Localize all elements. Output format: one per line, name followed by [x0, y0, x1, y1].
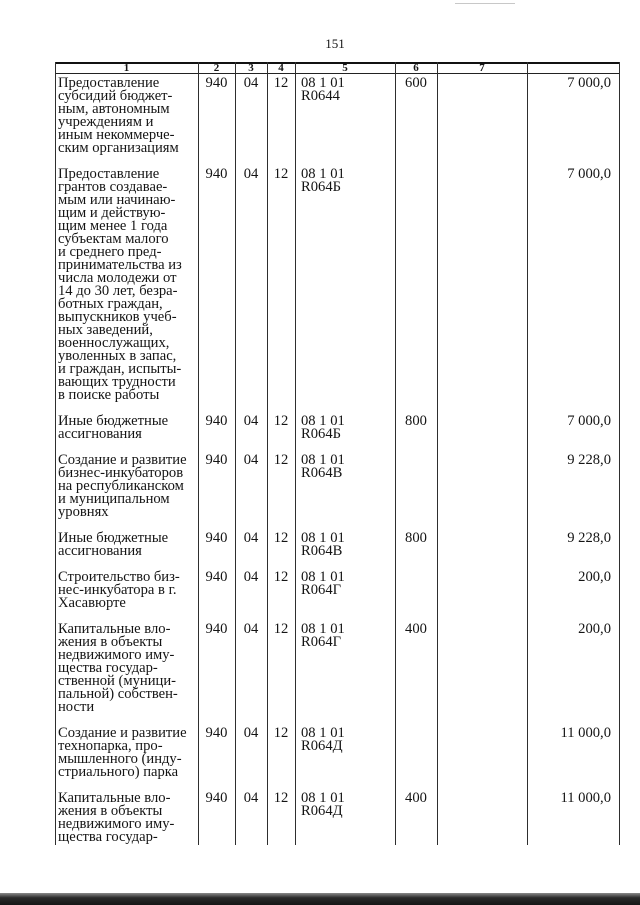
item-name-cell-line: нес-инкубатора в г.: [58, 582, 177, 598]
code-cell-4: 12: [273, 75, 289, 91]
table-header: [55, 63, 620, 73]
item-name-cell-line: ных заведений,: [58, 322, 153, 338]
item-name-cell-line: выпускников учеб-: [58, 309, 177, 325]
item-name-cell-line: бизнес-инкубаторов: [58, 465, 184, 481]
table-row: [55, 623, 620, 714]
code-cell-5: [295, 415, 395, 441]
item-name-cell: [55, 454, 198, 519]
item-name-cell-line: и граждан, испыты-: [58, 361, 182, 377]
column-header-1: 1: [123, 62, 130, 74]
item-name-cell-line: жения в объекты: [58, 803, 163, 819]
code-cell-3: 04: [243, 790, 259, 806]
code-cell-4: 12: [273, 790, 289, 806]
scan-artifact-top: [455, 3, 515, 4]
cell-7: [437, 454, 527, 519]
item-name-cell-line: ности: [58, 699, 95, 715]
code-cell-5: [295, 623, 395, 714]
code-cell-3: 04: [243, 413, 259, 429]
item-name-cell: [55, 623, 198, 714]
item-name-cell-line: ассигнования: [58, 426, 142, 442]
cell-7: [437, 792, 527, 844]
amount-cell: 11 000,0: [560, 790, 611, 806]
code-cell-6: [395, 727, 437, 779]
amount-cell: 9 228,0: [567, 452, 611, 468]
code-cell-5-line: 08 1 01: [301, 452, 345, 468]
item-name-cell-line: иным некоммерче-: [58, 127, 175, 143]
code-cell-6: 400: [405, 790, 427, 806]
column-header-6: 6: [413, 62, 419, 74]
code-cell-2: 940: [205, 569, 228, 585]
item-name-cell-line: ассигнования: [58, 543, 142, 559]
code-cell-6: [395, 454, 437, 519]
code-cell-5-line: 08 1 01: [301, 530, 345, 546]
code-cell-3: 04: [243, 725, 259, 741]
item-name-cell: [55, 168, 198, 402]
item-name-cell: [55, 532, 198, 558]
code-cell-5-line: 08 1 01: [301, 621, 345, 637]
code-cell-3: 04: [243, 621, 259, 637]
column-header-7: 7: [479, 62, 485, 74]
code-cell-5-line: R064Г: [301, 634, 342, 650]
code-cell-2: 940: [205, 452, 228, 468]
item-name-cell-line: недвижимого иму-: [58, 816, 175, 832]
item-name-cell-line: военнослужащих,: [58, 335, 170, 351]
code-cell-4: 12: [273, 530, 289, 546]
item-name-cell-line: ным, автономным: [58, 101, 170, 117]
cell-7: [437, 623, 527, 714]
item-name-cell-line: грантов создавае-: [58, 179, 168, 195]
item-name-cell-line: Предоставление: [58, 166, 160, 182]
code-cell-5-line: R0644: [301, 88, 340, 104]
code-cell-5-line: 08 1 01: [301, 413, 345, 429]
amount-cell: 11 000,0: [560, 725, 611, 741]
code-cell-3: 04: [243, 166, 259, 182]
cell-7: [437, 77, 527, 155]
item-name-cell: [55, 77, 198, 155]
cell-7: [437, 727, 527, 779]
code-cell-5-line: 08 1 01: [301, 725, 345, 741]
code-cell-6: 600: [405, 75, 427, 91]
item-name-cell-line: щества государ-: [58, 660, 158, 676]
item-name-cell-line: щества государ-: [58, 829, 158, 845]
code-cell-5: [295, 77, 395, 155]
code-cell-2: 940: [205, 530, 228, 546]
item-name-cell-line: ботных граждан,: [58, 296, 163, 312]
item-name-cell-line: Капитальные вло-: [58, 790, 171, 806]
code-cell-5-line: R064Г: [301, 582, 342, 598]
cell-7: [437, 415, 527, 441]
item-name-cell-line: стриального) парка: [58, 764, 179, 780]
code-cell-5: [295, 727, 395, 779]
code-cell-5-line: 08 1 01: [301, 790, 345, 806]
code-cell-5-line: 08 1 01: [301, 569, 345, 585]
cell-7: [437, 168, 527, 402]
item-name-cell-line: уровнях: [58, 504, 109, 520]
item-name-cell-line: Иные бюджетные: [58, 530, 169, 546]
cell-7: [437, 532, 527, 558]
item-name-cell-line: Хасавюрте: [58, 595, 126, 611]
table-row: [55, 571, 620, 610]
code-cell-3: 04: [243, 75, 259, 91]
item-name-cell-line: Создание и развитие: [58, 452, 187, 468]
item-name-cell-line: технопарка, про-: [58, 738, 163, 754]
item-name-cell-line: принимательства из: [58, 257, 182, 273]
column-header-8: [527, 63, 620, 74]
table-row: [55, 532, 620, 558]
code-cell-2: 940: [205, 790, 228, 806]
page-number: 151: [325, 36, 345, 51]
item-name-cell-line: жения в объекты: [58, 634, 163, 650]
code-cell-5: [295, 532, 395, 558]
column-header-2: 2: [213, 62, 220, 74]
code-cell-4: 12: [273, 413, 289, 429]
code-cell-3: 04: [243, 569, 259, 585]
amount-cell: 7 000,0: [567, 413, 611, 429]
code-cell-6: 400: [405, 621, 427, 637]
item-name-cell-line: щим и действую-: [58, 205, 166, 221]
scan-artifact-bottom: [0, 893, 640, 905]
item-name-cell-line: на республиканском: [58, 478, 184, 494]
item-name-cell-line: учреждениям и: [58, 114, 154, 130]
code-cell-6: [395, 571, 437, 610]
code-cell-5-line: 08 1 01: [301, 75, 345, 91]
code-cell-4: 12: [273, 166, 289, 182]
item-name-cell-line: щим менее 1 года: [58, 218, 168, 234]
column-header-3: 3: [248, 62, 254, 74]
table-row: [55, 77, 620, 155]
code-cell-5: [295, 168, 395, 402]
item-name-cell-line: недвижимого иму-: [58, 647, 175, 663]
code-cell-2: 940: [205, 75, 228, 91]
code-cell-5-line: R064В: [301, 543, 343, 559]
amount-cell: 200,0: [578, 621, 611, 637]
item-name-cell-line: и среднего пред-: [58, 244, 162, 260]
code-cell-5-line: 08 1 01: [301, 166, 345, 182]
code-cell-5-line: R064В: [301, 465, 343, 481]
code-cell-2: 940: [205, 166, 228, 182]
table-row: [55, 168, 620, 402]
code-cell-6: 800: [405, 530, 427, 546]
code-cell-5: [295, 571, 395, 610]
item-name-cell-line: пальной) собствен-: [58, 686, 178, 702]
item-name-cell-line: Строительство биз-: [58, 569, 180, 585]
item-name-cell-line: Капитальные вло-: [58, 621, 171, 637]
code-cell-6: 800: [405, 413, 427, 429]
column-header-4: 4: [278, 62, 284, 74]
item-name-cell-line: 14 до 30 лет, безра-: [58, 283, 178, 299]
item-name-cell-line: Создание и развитие: [58, 725, 187, 741]
code-cell-2: 940: [205, 621, 228, 637]
table-row: [55, 792, 620, 844]
budget-table: [55, 62, 620, 845]
code-cell-5: [295, 454, 395, 519]
code-cell-4: 12: [273, 725, 289, 741]
item-name-cell-line: мым или начинаю-: [58, 192, 176, 208]
code-cell-5-line: R064Б: [301, 179, 342, 195]
item-name-cell-line: числа молодежи от: [58, 270, 177, 286]
code-cell-5-line: R064Б: [301, 426, 342, 442]
code-cell-3: 04: [243, 452, 259, 468]
code-cell-6: [395, 168, 437, 402]
item-name-cell-line: вающих трудности: [58, 374, 176, 390]
code-cell-5-line: R064Д: [301, 803, 343, 819]
item-name-cell: [55, 727, 198, 779]
code-cell-4: 12: [273, 621, 289, 637]
item-name-cell-line: Предоставление: [58, 75, 160, 91]
item-name-cell-line: уволенных в запас,: [58, 348, 177, 364]
amount-cell: 7 000,0: [567, 166, 611, 182]
item-name-cell-line: ственной (муници-: [58, 673, 177, 689]
column-header-5: 5: [342, 62, 348, 74]
code-cell-4: 12: [273, 569, 289, 585]
code-cell-4: 12: [273, 452, 289, 468]
item-name-cell-line: ским организациям: [58, 140, 179, 156]
code-cell-5: [295, 792, 395, 844]
item-name-cell-line: мышленного (инду-: [58, 751, 182, 767]
code-cell-5-line: R064Д: [301, 738, 343, 754]
code-cell-2: 940: [205, 413, 228, 429]
item-name-cell: [55, 571, 198, 610]
code-cell-3: 04: [243, 530, 259, 546]
amount-cell: 7 000,0: [567, 75, 611, 91]
table-body: [55, 77, 620, 857]
item-name-cell-line: субъектам малого: [58, 231, 169, 247]
amount-cell: 9 228,0: [567, 530, 611, 546]
item-name-cell-line: в поиске работы: [58, 387, 160, 403]
table-row: [55, 415, 620, 441]
table-row: [55, 727, 620, 779]
cell-7: [437, 571, 527, 610]
item-name-cell: [55, 792, 198, 844]
item-name-cell-line: Иные бюджетные: [58, 413, 169, 429]
amount-cell: 200,0: [578, 569, 611, 585]
table-row: [55, 454, 620, 519]
item-name-cell: [55, 415, 198, 441]
item-name-cell-line: субсидий бюджет-: [58, 88, 173, 104]
code-cell-2: 940: [205, 725, 228, 741]
item-name-cell-line: и муниципальном: [58, 491, 170, 507]
